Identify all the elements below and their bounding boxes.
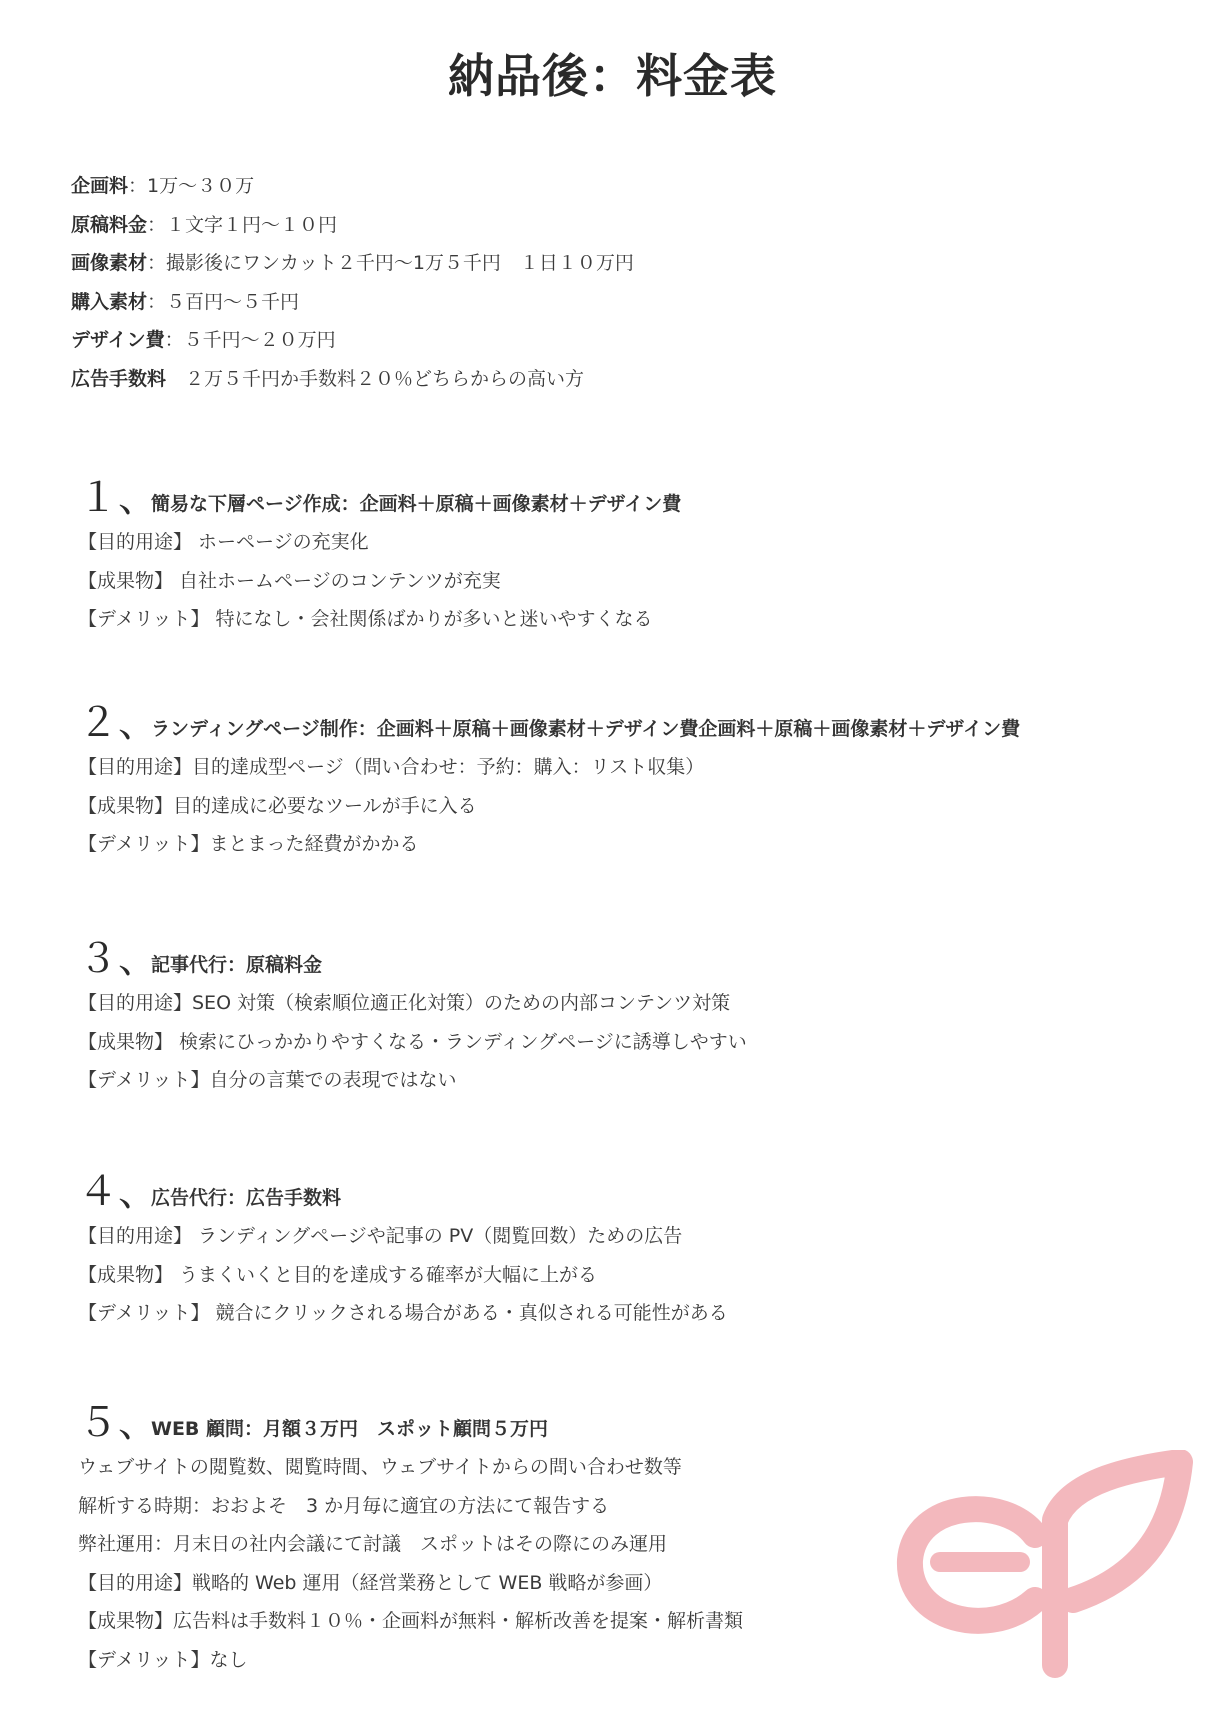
section-line: 【目的用途】 ランディングページや記事の PV（閲覧回数）ための広告 (78, 1225, 683, 1247)
section-line: 解析する時期：おおよそ 3 か月毎に適宜の方法にて報告する (78, 1494, 610, 1517)
section-number: ３、 (78, 936, 158, 982)
price-label: 画像素材 (71, 252, 148, 274)
section-heading (78, 475, 1098, 522)
price-row (71, 367, 931, 406)
section-line: 【デメリット】なし (78, 1648, 248, 1671)
price-row (71, 251, 931, 290)
section-heading (78, 1169, 1098, 1216)
section-body (78, 991, 1098, 1107)
section-heading (78, 700, 1098, 747)
section-title: 簡易な下層ページ作成：企画料＋原稿＋画像素材＋デザイン費 (151, 493, 682, 515)
price-value: ：５百円〜５千円 (147, 290, 300, 313)
section-line: 弊社運用：月末日の社内会議にて討議 スポットはその際にのみ運用 (78, 1533, 668, 1555)
price-label: 購入素材 (71, 290, 148, 313)
section-line: 【成果物】目的達成に必要なツールが手に入る (78, 794, 477, 817)
section-line: 【デメリット】 競合にクリックされる場合がある・真似される可能性がある (78, 1302, 728, 1324)
price-value: ２万５千円か手数料２０％どちらからの高い方 (166, 367, 585, 390)
section-number: ２、 (78, 700, 158, 746)
section-heading (78, 936, 1098, 983)
ep-leaf-logo-icon (895, 1450, 1195, 1680)
section-line: 【デメリット】自分の言葉での表現ではない (78, 1069, 457, 1091)
section-body (78, 530, 1098, 646)
section-title: 広告代行：広告手数料 (151, 1187, 342, 1209)
section-line: 【目的用途】戦略的 Web 運用（経営業務として WEB 戦略が参画） (78, 1571, 663, 1594)
section-line: 【成果物】 検索にひっかかりやすくなる・ランディングページに誘導しやすい (78, 1030, 747, 1053)
price-label: 広告手数料 (71, 367, 167, 390)
page-title: 納品後：料金表 (448, 49, 777, 103)
section-title: ランディングページ制作：企画料＋原稿＋画像素材＋デザイン費企画料＋原稿＋画像素材＋デザイン費 (151, 718, 1021, 740)
section-line: 【目的用途】目的達成型ページ（問い合わせ：予約：購入：リスト収集） (78, 756, 705, 778)
price-value: ：１文字１円〜１０円 (147, 213, 338, 236)
service-section-4 (78, 1169, 1098, 1340)
section-number: ４、 (78, 1169, 158, 1215)
section-body (78, 755, 1098, 871)
price-label: デザイン費 (71, 329, 165, 351)
service-section-1 (78, 475, 1098, 646)
section-line: 【目的用途】 ホーページの充実化 (78, 531, 369, 553)
section-number: ５、 (78, 1400, 158, 1446)
section-line: 【成果物】 うまくいくと目的を達成する確率が大幅に上がる (78, 1263, 598, 1286)
price-row (71, 174, 931, 213)
price-row (71, 290, 931, 329)
section-line: 【デメリット】まとまった経費がかかる (78, 833, 419, 855)
price-value: ：５千円〜２０万円 (164, 329, 336, 351)
price-value: ：撮影後にワンカット２千円〜1万５千円 １日１０万円 (147, 252, 634, 274)
price-label: 原稿料金 (71, 213, 148, 236)
section-line: ウェブサイトの閲覧数、閲覧時間、ウェブサイトからの問い合わせ数等 (78, 1456, 682, 1478)
service-section-2 (78, 700, 1098, 871)
section-body (78, 1224, 1098, 1340)
section-title: WEB 顧問：月額３万円 スポット顧問５万円 (151, 1418, 549, 1440)
section-number: １、 (78, 475, 158, 521)
section-line: 【成果物】広告料は手数料１０％・企画料が無料・解析改善を提案・解析書類 (78, 1610, 744, 1632)
price-row (71, 328, 931, 367)
section-title: 記事代行：原稿料金 (151, 954, 323, 976)
price-row (71, 213, 931, 252)
section-line: 【目的用途】SEO 対策（検索順位適正化対策）のための内部コンテンツ対策 (78, 992, 731, 1014)
section-line: 【デメリット】 特になし・会社関係ばかりが多いと迷いやすくなる (78, 608, 653, 630)
section-line: 【成果物】 自社ホームページのコンテンツが充実 (78, 569, 501, 592)
section-heading (78, 1400, 1098, 1447)
service-section-3 (78, 936, 1098, 1107)
price-list (71, 174, 931, 405)
price-label: 企画料 (71, 175, 129, 197)
price-value: ：1万〜３０万 (128, 175, 255, 197)
